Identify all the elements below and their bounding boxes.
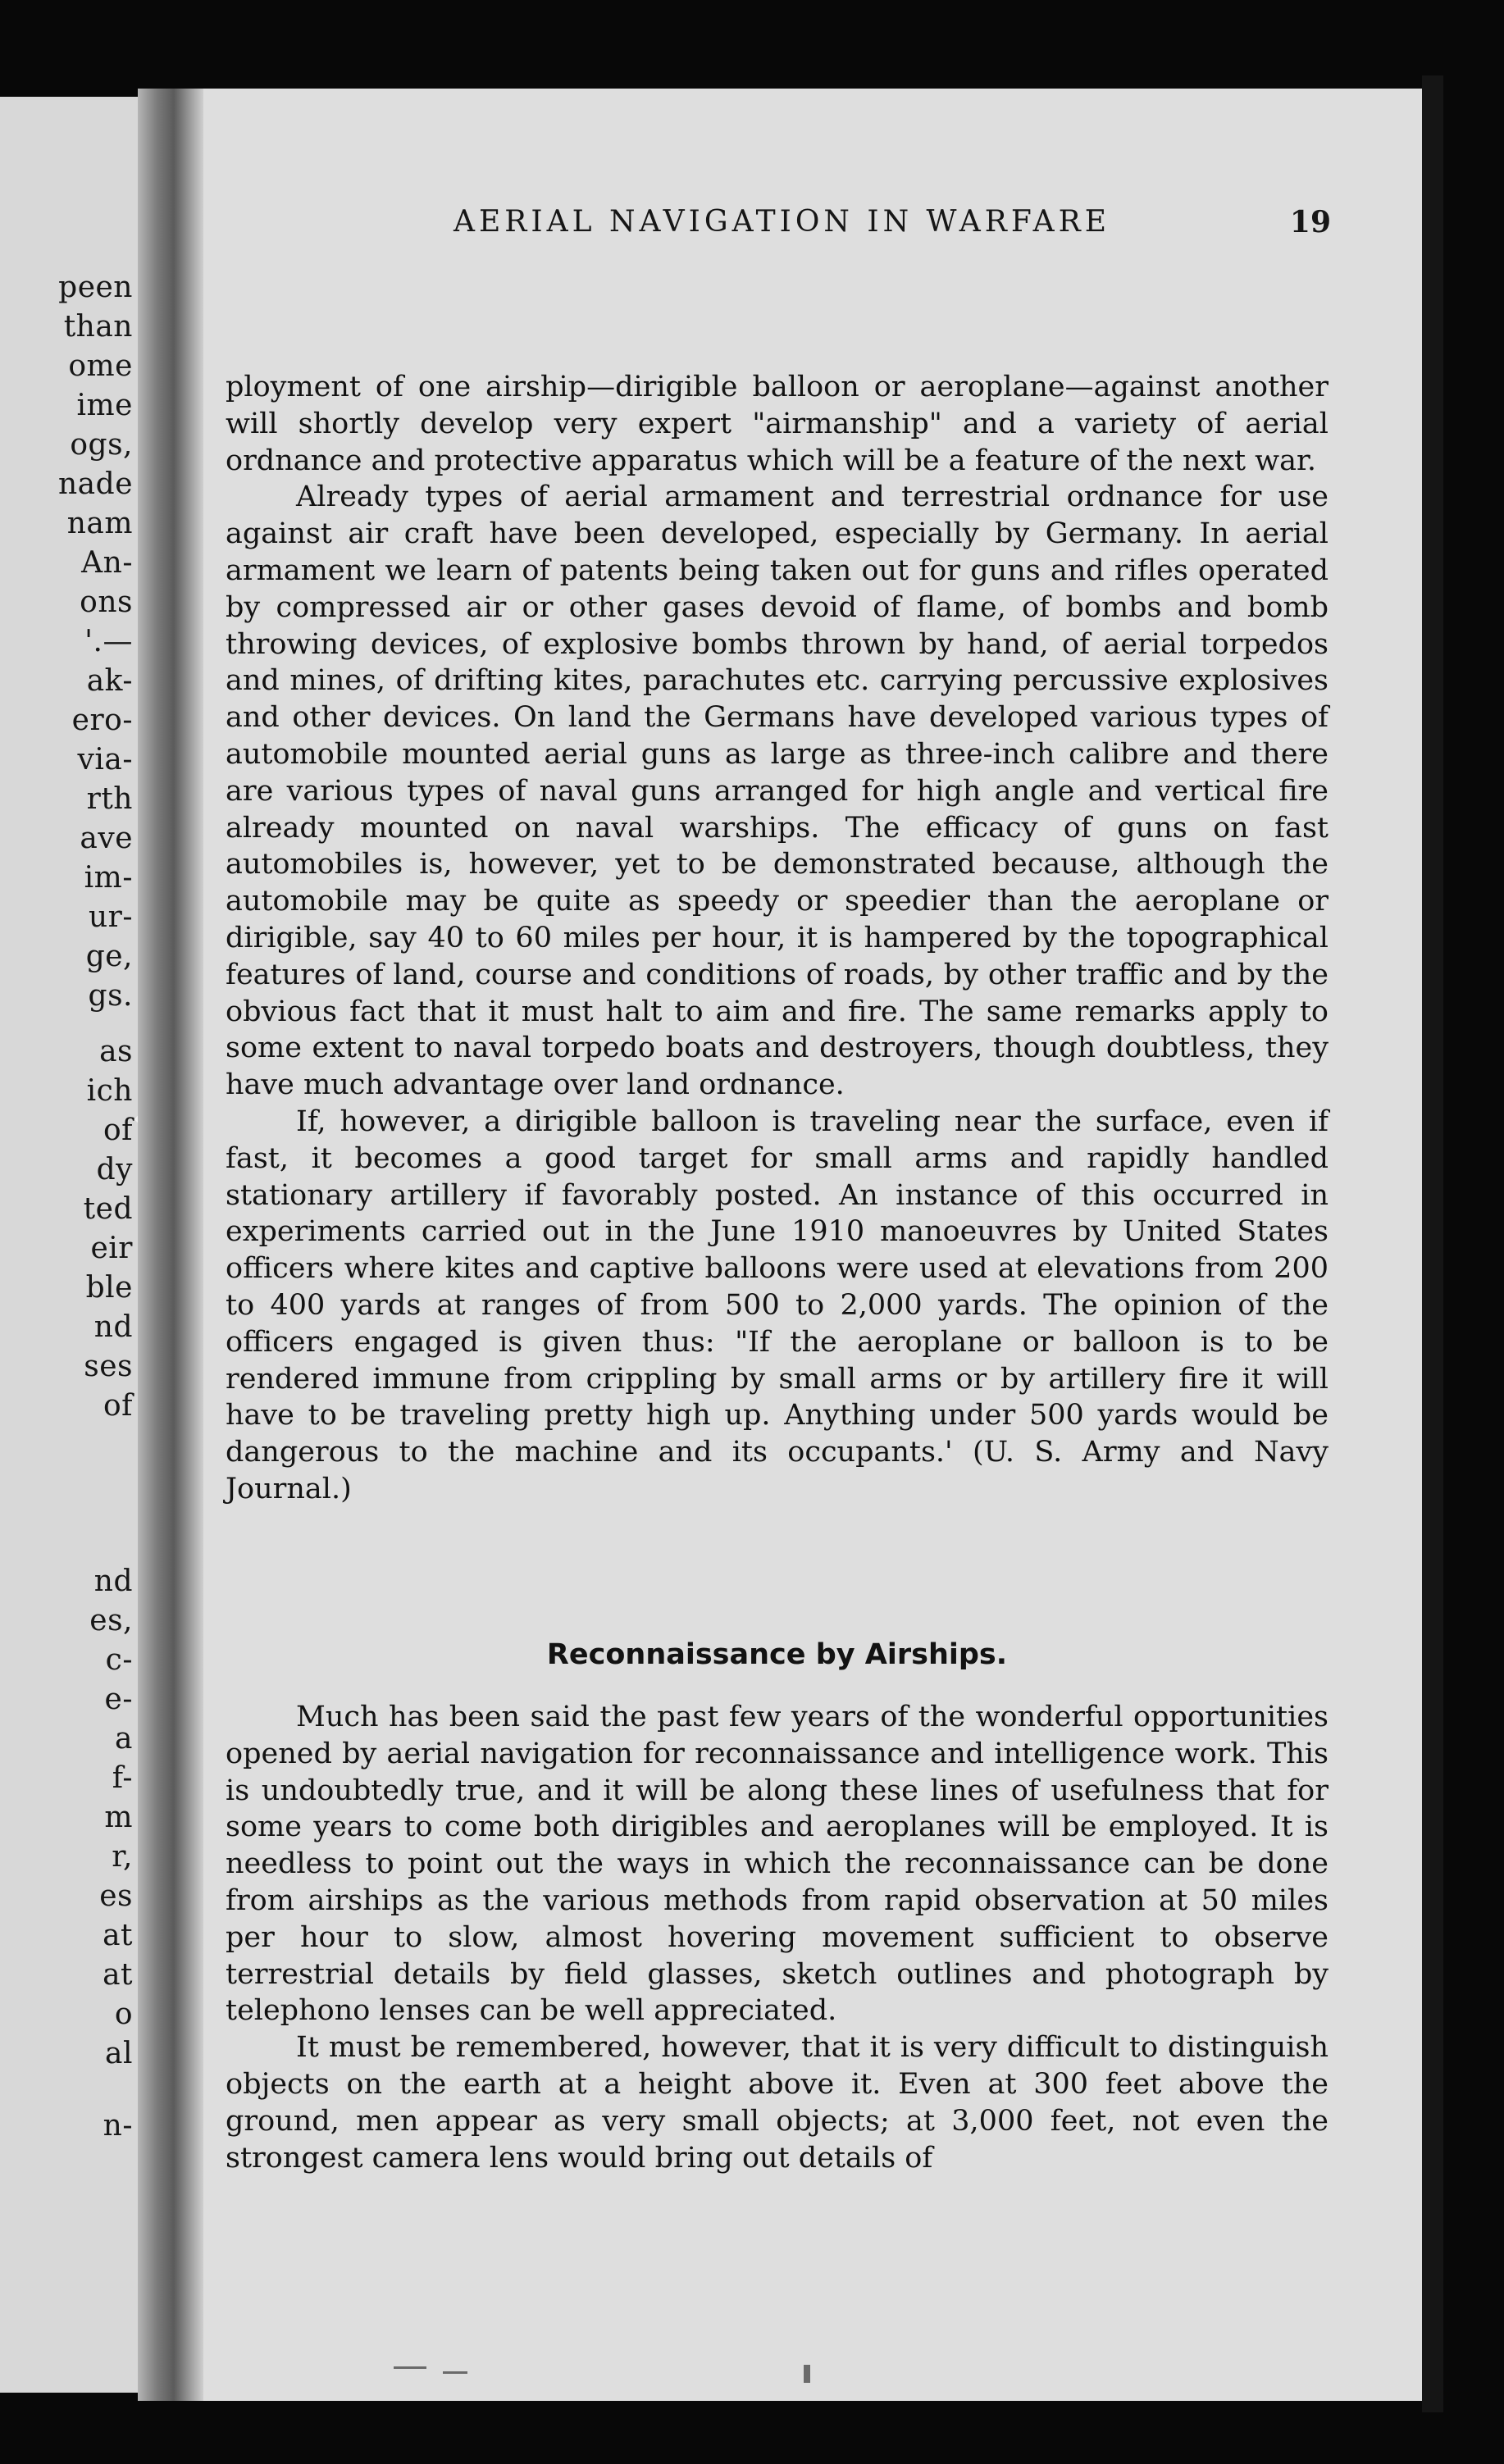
facing-page-word-fragment: peen bbox=[58, 271, 133, 304]
facing-page-word-fragment: o bbox=[114, 1997, 133, 2031]
facing-page-word-fragment: nd bbox=[93, 1564, 133, 1598]
facing-page-word-fragment: es, bbox=[89, 1604, 133, 1637]
facing-page-word-fragment: eir bbox=[90, 1232, 133, 1265]
paragraph-armament: Already types of aerial armament and terrestrial ordnance for use against air craft have been developed, especially by Germany. In aerial armament we learn of patents being taken out for guns and rifles operated by compressed air or other gases devoid of flame, of bombs and bomb throwing devices, of explosive bombs thrown by hand, of aerial torpedos and mines, of drifting kites, parachutes etc. carrying percussive explosives and other devices. On land the Germans have developed various types of automobile mounted aerial guns as large as three-inch calibre and there are various types of naval guns arranged for high angle and vertical fire already mounted on naval warships. The efficacy of guns on fast automobiles is, however, yet to be demonstrated because, although the automobile may be quite as speedy or speedier than the aeroplane or dirigible, say 40 to 60 miles per hour, it is hampered by the topographical features of land, course and conditions of roads, by other traffic and by the obvious fact that it must halt to aim and fire. The same remarks apply to some extent to naval torpedo boats and destroyers, though doubtless, they have much advantage over land ordnance. bbox=[226, 481, 1329, 1102]
speck bbox=[394, 2366, 426, 2369]
speck bbox=[804, 2365, 810, 2383]
facing-page-word-fragment: gs. bbox=[88, 979, 133, 1013]
facing-page-word-fragment: ge, bbox=[85, 940, 133, 973]
speck bbox=[443, 2371, 467, 2374]
facing-page-word-fragment: ons bbox=[80, 585, 133, 619]
facing-page-word-fragment: ero- bbox=[71, 704, 133, 737]
facing-page-word-fragment: ak- bbox=[86, 664, 133, 698]
facing-page-word-fragment: ble bbox=[85, 1271, 133, 1305]
facing-page-word-fragment: ses bbox=[84, 1350, 133, 1383]
facing-page-word-fragment: ted bbox=[83, 1192, 133, 1226]
facing-page-word-fragment: of bbox=[103, 1114, 133, 1147]
facing-page-word-fragment: im- bbox=[84, 861, 133, 895]
running-head bbox=[248, 205, 1331, 254]
facing-page-word-fragment: c- bbox=[105, 1643, 133, 1677]
paragraph-dirigible-target: If, however, a dirigible balloon is traveling near the surface, even if fast, it becomes a good target for small arms and rapidly handled stationary artillery if favorably posted. An instance of this occurred in experiments carried out in the June 1910 manoeuvres by United States officers where kites and captive balloons were used at elevations from 200 to 400 yards at ranges of from 500 to 2,000 yards. The opinion of the officers engaged is given thus: "If the aeroplane or balloon is to be rendered immune from crippling by small arms or by artillery fire it will have to be traveling pretty high up. Anything under 500 yards would be dangerous to the machine and its occupants.' (U. S. Army and Navy Journal.) bbox=[226, 1104, 1329, 1505]
facing-page-word-fragment: than bbox=[63, 310, 133, 344]
paragraph-continued: ployment of one airship—dirigible balloon or aeroplane—against another will shortly develop very expert "airmanship" and a variety of aerial ordnance and protective apparatus which will be a feature of the next war. bbox=[226, 371, 1329, 477]
facing-page-word-fragment: al bbox=[105, 2037, 133, 2070]
facing-page-word-fragment: rth bbox=[86, 782, 133, 816]
book-gutter bbox=[138, 89, 203, 2401]
facing-page-word-fragment: ogs, bbox=[70, 428, 133, 462]
facing-page-word-fragment: es bbox=[99, 1879, 133, 1913]
facing-page-word-fragment: via- bbox=[77, 743, 133, 777]
facing-page-word-fragment: of bbox=[103, 1389, 133, 1423]
body-text-block-1 bbox=[226, 369, 1329, 1508]
facing-page-word-fragment: m bbox=[104, 1801, 133, 1834]
facing-page-word-fragment: nam bbox=[66, 507, 133, 540]
facing-page-word-fragment: at bbox=[103, 1958, 133, 1992]
facing-page-word-fragment: ich bbox=[86, 1074, 133, 1108]
facing-page-word-fragment: at bbox=[103, 1919, 133, 1952]
facing-page-word-fragment: as bbox=[99, 1035, 133, 1068]
body-text-block-2 bbox=[226, 1699, 1329, 2176]
facing-page-word-fragment: r, bbox=[112, 1840, 133, 1874]
facing-page-word-fragment: ave bbox=[80, 822, 133, 855]
paragraph-visibility: It must be remembered, however, that it is very difficult to distinguish objects on the earth at a height above it. Even at 300 feet above the ground, men appear as very small objects; at 3,000 feet, not even the strongest camera lens would bring out details of bbox=[226, 2031, 1329, 2175]
scan-specks bbox=[394, 2362, 902, 2386]
facing-page-word-fragment: n- bbox=[103, 2109, 133, 2143]
section-heading: Reconnaissance by Airships. bbox=[546, 1638, 1008, 1671]
paragraph-reconnaissance: Much has been said the past few years of the wonderful opportunities opened by aerial navigation for reconnaissance and intelligence work. This is undoubtedly true, and it will be along these lines of usefulness that for some years to come both dirigibles and aeroplanes will be employed. It is needless to point out the ways in which the reconnaissance can be done from airships as the various methods from rapid observation at 50 miles per hour to slow, almost hovering movement sufficient to observe terrestrial details by field glasses, sketch outlines and photograph by telephono lenses can be well appreciated. bbox=[226, 1701, 1329, 2028]
facing-page-word-fragment: f- bbox=[112, 1761, 133, 1795]
facing-page-word-fragment: ome bbox=[68, 349, 133, 383]
facing-page-word-fragment: ime bbox=[76, 389, 133, 422]
facing-page-word-fragment: An- bbox=[81, 546, 133, 580]
facing-page-word-fragment: nd bbox=[93, 1310, 133, 1344]
facing-page-word-fragment: '.— bbox=[84, 625, 133, 658]
facing-page-word-fragment: ur- bbox=[88, 900, 133, 934]
facing-page-word-fragment: dy bbox=[96, 1153, 133, 1186]
facing-page-fragment bbox=[0, 97, 138, 2393]
facing-page-word-fragment: nade bbox=[58, 467, 133, 501]
running-head-title: AERIAL NAVIGATION IN WARFARE bbox=[453, 205, 1111, 239]
page-edge bbox=[1422, 75, 1443, 2412]
facing-page-word-fragment: a bbox=[115, 1722, 133, 1756]
page-number: 19 bbox=[1289, 205, 1331, 239]
facing-page-word-fragment: e- bbox=[104, 1683, 133, 1716]
